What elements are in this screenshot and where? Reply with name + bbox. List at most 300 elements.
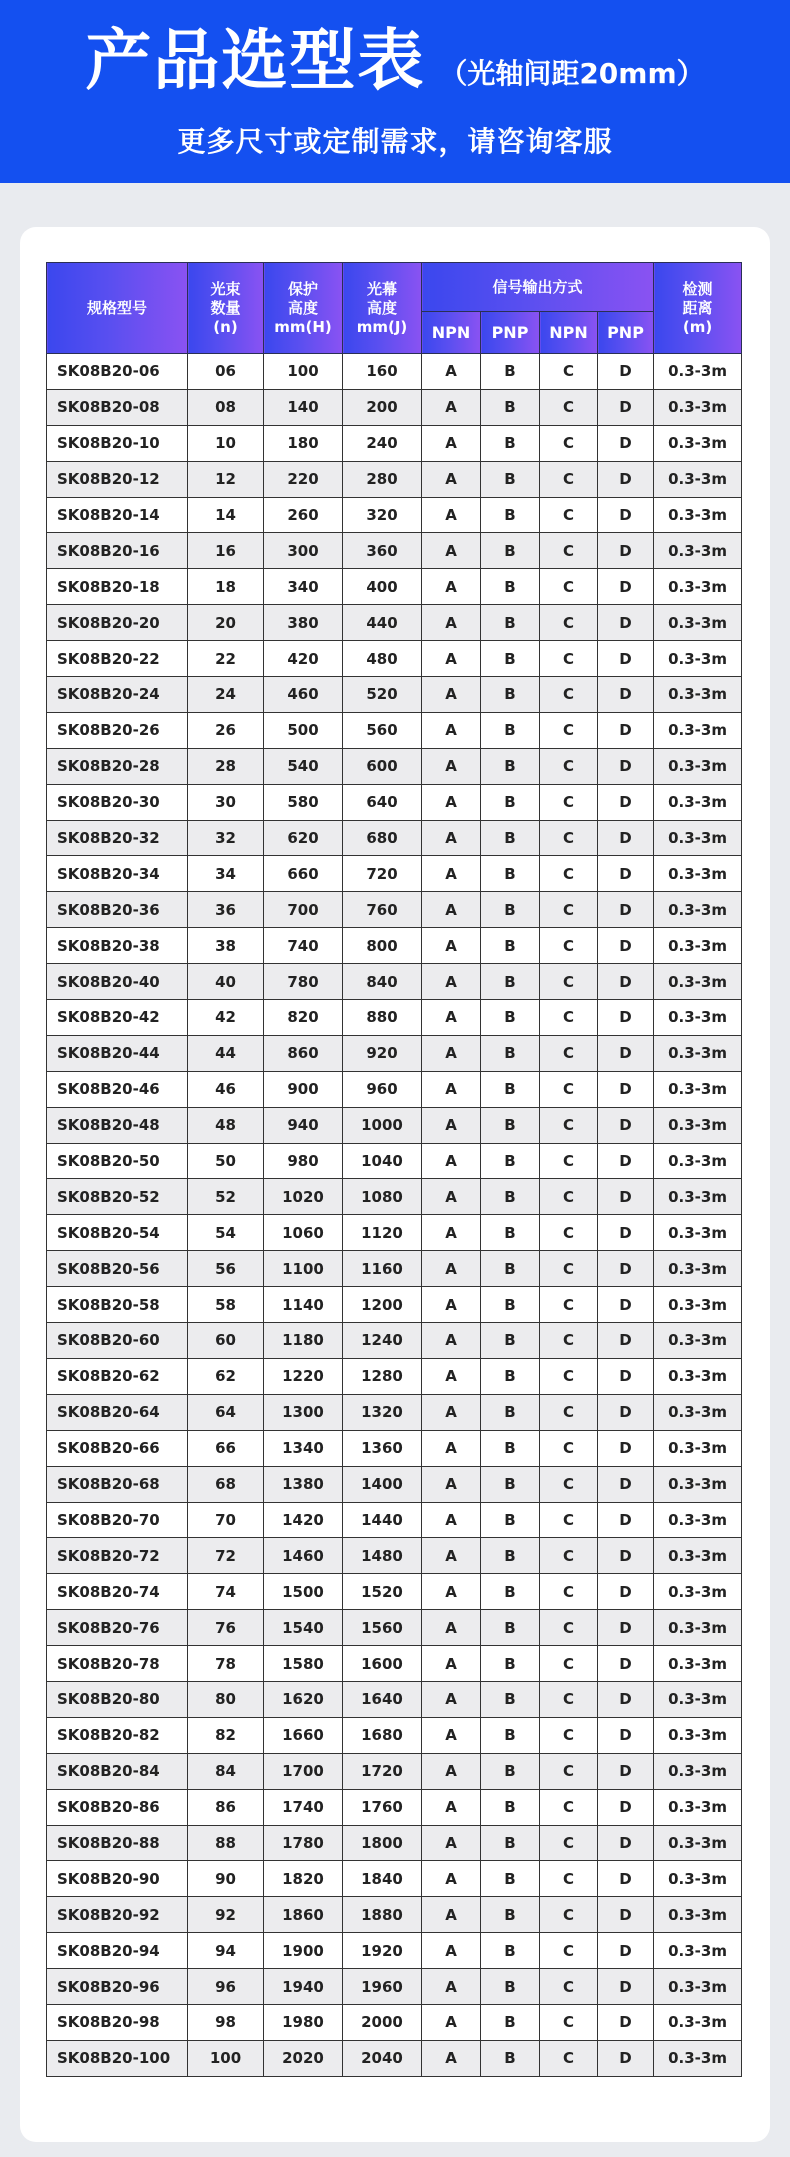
cell-range: 0.3-3m: [654, 1000, 742, 1036]
cell-signal-a: A: [422, 1646, 481, 1682]
table-row: [47, 354, 742, 390]
cell-model: SK08B20-84: [47, 1753, 188, 1789]
cell-beams: 46: [188, 1071, 264, 1107]
cell-beams: 36: [188, 892, 264, 928]
table-row: [47, 533, 742, 569]
cell-curtain-height: 1920: [343, 1933, 422, 1969]
cell-signal-a: A: [422, 1502, 481, 1538]
cell-curtain-height: 1800: [343, 1825, 422, 1861]
cell-signal-d: D: [598, 964, 654, 1000]
cell-model: SK08B20-18: [47, 569, 188, 605]
cell-model: SK08B20-14: [47, 497, 188, 533]
cell-signal-c: C: [540, 569, 598, 605]
cell-model: SK08B20-68: [47, 1466, 188, 1502]
cell-model: SK08B20-88: [47, 1825, 188, 1861]
cell-protect-height: 220: [264, 461, 343, 497]
cell-curtain-height: 1440: [343, 1502, 422, 1538]
cell-protect-height: 540: [264, 748, 343, 784]
table-row: [47, 1861, 742, 1897]
header-signal-npn-2: NPN: [540, 312, 598, 354]
cell-range: 0.3-3m: [654, 1179, 742, 1215]
cell-signal-a: A: [422, 1681, 481, 1717]
cell-protect-height: 1620: [264, 1681, 343, 1717]
cell-model: SK08B20-96: [47, 1969, 188, 2005]
cell-signal-a: A: [422, 1107, 481, 1143]
cell-curtain-height: 1960: [343, 1969, 422, 2005]
cell-signal-b: B: [481, 1681, 540, 1717]
cell-model: SK08B20-90: [47, 1861, 188, 1897]
cell-curtain-height: 280: [343, 461, 422, 497]
cell-signal-b: B: [481, 784, 540, 820]
cell-model: SK08B20-46: [47, 1071, 188, 1107]
cell-range: 0.3-3m: [654, 1574, 742, 1610]
cell-curtain-height: 2040: [343, 2040, 422, 2076]
cell-signal-a: A: [422, 533, 481, 569]
cell-signal-c: C: [540, 2040, 598, 2076]
cell-signal-b: B: [481, 1897, 540, 1933]
cell-protect-height: 700: [264, 892, 343, 928]
cell-protect-height: 660: [264, 856, 343, 892]
cell-signal-c: C: [540, 497, 598, 533]
cell-curtain-height: 1200: [343, 1287, 422, 1323]
cell-beams: 60: [188, 1323, 264, 1359]
cell-signal-c: C: [540, 1251, 598, 1287]
cell-protect-height: 1820: [264, 1861, 343, 1897]
cell-beams: 70: [188, 1502, 264, 1538]
cell-beams: 86: [188, 1789, 264, 1825]
cell-range: 0.3-3m: [654, 1287, 742, 1323]
cell-signal-d: D: [598, 1323, 654, 1359]
cell-range: 0.3-3m: [654, 1538, 742, 1574]
cell-signal-a: A: [422, 856, 481, 892]
cell-beams: 28: [188, 748, 264, 784]
cell-beams: 22: [188, 641, 264, 677]
title-line: [0, 22, 790, 99]
header-beams-line1: 光束: [210, 279, 241, 298]
cell-range: 0.3-3m: [654, 1035, 742, 1071]
header-model: 规格型号: [47, 263, 188, 354]
cell-model: SK08B20-30: [47, 784, 188, 820]
cell-signal-d: D: [598, 1215, 654, 1251]
cell-signal-d: D: [598, 1035, 654, 1071]
cell-signal-d: D: [598, 748, 654, 784]
table-row: [47, 1717, 742, 1753]
cell-signal-d: D: [598, 1789, 654, 1825]
cell-signal-b: B: [481, 677, 540, 713]
cell-signal-c: C: [540, 425, 598, 461]
table-row: [47, 748, 742, 784]
table-row: [47, 1000, 742, 1036]
cell-signal-b: B: [481, 1789, 540, 1825]
cell-protect-height: 1660: [264, 1717, 343, 1753]
cell-range: 0.3-3m: [654, 497, 742, 533]
cell-signal-d: D: [598, 820, 654, 856]
cell-protect-height: 1900: [264, 1933, 343, 1969]
cell-signal-b: B: [481, 748, 540, 784]
cell-signal-c: C: [540, 641, 598, 677]
cell-protect-height: 340: [264, 569, 343, 605]
cell-beams: 34: [188, 856, 264, 892]
cell-range: 0.3-3m: [654, 533, 742, 569]
table-row: [47, 964, 742, 1000]
cell-beams: 94: [188, 1933, 264, 1969]
cell-signal-b: B: [481, 641, 540, 677]
cell-signal-b: B: [481, 2040, 540, 2076]
cell-signal-b: B: [481, 389, 540, 425]
cell-signal-a: A: [422, 1215, 481, 1251]
cell-beams: 42: [188, 1000, 264, 1036]
header-range-line3: (m): [682, 317, 713, 336]
cell-signal-a: A: [422, 2004, 481, 2040]
cell-curtain-height: 800: [343, 928, 422, 964]
cell-protect-height: 180: [264, 425, 343, 461]
cell-signal-d: D: [598, 1897, 654, 1933]
cell-protect-height: 1140: [264, 1287, 343, 1323]
cell-model: SK08B20-66: [47, 1430, 188, 1466]
cell-signal-a: A: [422, 1933, 481, 1969]
cell-signal-c: C: [540, 1825, 598, 1861]
table-row: [47, 856, 742, 892]
cell-signal-d: D: [598, 1251, 654, 1287]
cell-curtain-height: 1520: [343, 1574, 422, 1610]
cell-signal-a: A: [422, 425, 481, 461]
cell-range: 0.3-3m: [654, 677, 742, 713]
cell-curtain-height: 1000: [343, 1107, 422, 1143]
cell-beams: 92: [188, 1897, 264, 1933]
cell-model: SK08B20-22: [47, 641, 188, 677]
cell-protect-height: 820: [264, 1000, 343, 1036]
cell-signal-b: B: [481, 1000, 540, 1036]
cell-signal-d: D: [598, 1287, 654, 1323]
cell-protect-height: 580: [264, 784, 343, 820]
cell-range: 0.3-3m: [654, 928, 742, 964]
cell-signal-b: B: [481, 928, 540, 964]
cell-beams: 62: [188, 1358, 264, 1394]
cell-signal-d: D: [598, 425, 654, 461]
cell-curtain-height: 760: [343, 892, 422, 928]
cell-signal-a: A: [422, 1287, 481, 1323]
cell-model: SK08B20-38: [47, 928, 188, 964]
cell-model: SK08B20-52: [47, 1179, 188, 1215]
table-header: [47, 263, 742, 354]
cell-curtain-height: 440: [343, 605, 422, 641]
cell-beams: 12: [188, 461, 264, 497]
cell-signal-a: A: [422, 641, 481, 677]
cell-range: 0.3-3m: [654, 784, 742, 820]
cell-curtain-height: 1120: [343, 1215, 422, 1251]
cell-signal-c: C: [540, 1753, 598, 1789]
cell-signal-d: D: [598, 1969, 654, 2005]
cell-range: 0.3-3m: [654, 892, 742, 928]
header-signal-pnp-1: PNP: [481, 312, 540, 354]
table-row: [47, 677, 742, 713]
cell-protect-height: 1740: [264, 1789, 343, 1825]
cell-signal-c: C: [540, 1610, 598, 1646]
cell-signal-a: A: [422, 1323, 481, 1359]
cell-signal-a: A: [422, 964, 481, 1000]
cell-range: 0.3-3m: [654, 1753, 742, 1789]
cell-range: 0.3-3m: [654, 1610, 742, 1646]
cell-protect-height: 1980: [264, 2004, 343, 2040]
cell-signal-c: C: [540, 677, 598, 713]
cell-signal-a: A: [422, 820, 481, 856]
cell-signal-a: A: [422, 497, 481, 533]
cell-signal-c: C: [540, 533, 598, 569]
cell-signal-a: A: [422, 1143, 481, 1179]
subtitle: 更多尺寸或定制需求，请咨询客服: [177, 125, 613, 158]
header-signal-pnp-2: PNP: [598, 312, 654, 354]
cell-curtain-height: 1160: [343, 1251, 422, 1287]
cell-curtain-height: 240: [343, 425, 422, 461]
cell-model: SK08B20-92: [47, 1897, 188, 1933]
header-beams-line3: (n): [213, 317, 238, 336]
cell-signal-c: C: [540, 1394, 598, 1430]
cell-model: SK08B20-44: [47, 1035, 188, 1071]
cell-signal-a: A: [422, 1574, 481, 1610]
cell-protect-height: 1780: [264, 1825, 343, 1861]
cell-signal-c: C: [540, 1717, 598, 1753]
cell-signal-b: B: [481, 1861, 540, 1897]
cell-signal-d: D: [598, 1681, 654, 1717]
cell-signal-c: C: [540, 1179, 598, 1215]
table-row: [47, 1251, 742, 1287]
cell-signal-b: B: [481, 1466, 540, 1502]
cell-curtain-height: 1720: [343, 1753, 422, 1789]
page-title: 产品选型表: [85, 22, 426, 99]
cell-beams: 68: [188, 1466, 264, 1502]
cell-signal-c: C: [540, 928, 598, 964]
cell-range: 0.3-3m: [654, 2004, 742, 2040]
cell-signal-b: B: [481, 497, 540, 533]
cell-model: SK08B20-10: [47, 425, 188, 461]
cell-signal-c: C: [540, 1215, 598, 1251]
table-row: [47, 461, 742, 497]
cell-signal-a: A: [422, 461, 481, 497]
cell-beams: 52: [188, 1179, 264, 1215]
cell-model: SK08B20-12: [47, 461, 188, 497]
cell-beams: 54: [188, 1215, 264, 1251]
cell-signal-b: B: [481, 1071, 540, 1107]
cell-signal-a: A: [422, 1000, 481, 1036]
cell-signal-b: B: [481, 1323, 540, 1359]
cell-curtain-height: 1040: [343, 1143, 422, 1179]
table-row: [47, 1143, 742, 1179]
cell-signal-c: C: [540, 1538, 598, 1574]
cell-protect-height: 980: [264, 1143, 343, 1179]
cell-signal-a: A: [422, 354, 481, 390]
cell-signal-c: C: [540, 461, 598, 497]
cell-signal-c: C: [540, 1502, 598, 1538]
table-row: [47, 1502, 742, 1538]
cell-beams: 84: [188, 1753, 264, 1789]
cell-model: SK08B20-98: [47, 2004, 188, 2040]
cell-curtain-height: 1680: [343, 1717, 422, 1753]
header-protect-line2: 高度: [287, 298, 318, 317]
cell-curtain-height: 920: [343, 1035, 422, 1071]
cell-signal-a: A: [422, 748, 481, 784]
cell-signal-d: D: [598, 1358, 654, 1394]
cell-protect-height: 940: [264, 1107, 343, 1143]
cell-signal-c: C: [540, 1969, 598, 2005]
cell-signal-c: C: [540, 1035, 598, 1071]
cell-signal-d: D: [598, 1646, 654, 1682]
cell-curtain-height: 840: [343, 964, 422, 1000]
header-signal-npn-1: NPN: [422, 312, 481, 354]
table-row: [47, 928, 742, 964]
cell-signal-a: A: [422, 1610, 481, 1646]
cell-model: SK08B20-58: [47, 1287, 188, 1323]
cell-signal-c: C: [540, 1071, 598, 1107]
cell-signal-b: B: [481, 1538, 540, 1574]
table-row: [47, 605, 742, 641]
cell-signal-c: C: [540, 1287, 598, 1323]
cell-range: 0.3-3m: [654, 425, 742, 461]
cell-model: SK08B20-50: [47, 1143, 188, 1179]
cell-signal-b: B: [481, 1610, 540, 1646]
cell-protect-height: 1100: [264, 1251, 343, 1287]
table-row: [47, 569, 742, 605]
cell-signal-d: D: [598, 533, 654, 569]
cell-signal-a: A: [422, 1897, 481, 1933]
cell-signal-c: C: [540, 1897, 598, 1933]
cell-signal-b: B: [481, 964, 540, 1000]
cell-signal-d: D: [598, 1753, 654, 1789]
cell-range: 0.3-3m: [654, 641, 742, 677]
cell-model: SK08B20-40: [47, 964, 188, 1000]
cell-signal-d: D: [598, 1000, 654, 1036]
header-beams: [188, 263, 264, 354]
cell-model: SK08B20-08: [47, 389, 188, 425]
cell-model: SK08B20-72: [47, 1538, 188, 1574]
cell-protect-height: 380: [264, 605, 343, 641]
cell-range: 0.3-3m: [654, 2040, 742, 2076]
cell-range: 0.3-3m: [654, 1933, 742, 1969]
cell-model: SK08B20-20: [47, 605, 188, 641]
cell-model: SK08B20-60: [47, 1323, 188, 1359]
cell-range: 0.3-3m: [654, 1323, 742, 1359]
cell-signal-c: C: [540, 1323, 598, 1359]
cell-signal-b: B: [481, 1358, 540, 1394]
cell-signal-c: C: [540, 389, 598, 425]
table-row: [47, 2004, 742, 2040]
cell-model: SK08B20-64: [47, 1394, 188, 1430]
cell-signal-b: B: [481, 1143, 540, 1179]
header-range: [654, 263, 742, 354]
cell-signal-a: A: [422, 892, 481, 928]
cell-beams: 82: [188, 1717, 264, 1753]
cell-protect-height: 2020: [264, 2040, 343, 2076]
title-note: （光轴间距20mm）: [439, 57, 705, 90]
cell-signal-b: B: [481, 820, 540, 856]
header-beams-line2: 数量: [210, 298, 241, 317]
cell-signal-d: D: [598, 1861, 654, 1897]
cell-range: 0.3-3m: [654, 748, 742, 784]
cell-protect-height: 1500: [264, 1574, 343, 1610]
cell-curtain-height: 360: [343, 533, 422, 569]
table-row: [47, 1933, 742, 1969]
cell-signal-d: D: [598, 784, 654, 820]
cell-range: 0.3-3m: [654, 1466, 742, 1502]
cell-signal-b: B: [481, 1717, 540, 1753]
cell-signal-b: B: [481, 354, 540, 390]
cell-range: 0.3-3m: [654, 1107, 742, 1143]
cell-signal-b: B: [481, 1394, 540, 1430]
cell-beams: 30: [188, 784, 264, 820]
cell-signal-c: C: [540, 1574, 598, 1610]
cell-signal-d: D: [598, 1071, 654, 1107]
cell-protect-height: 1540: [264, 1610, 343, 1646]
cell-signal-c: C: [540, 1861, 598, 1897]
cell-protect-height: 620: [264, 820, 343, 856]
cell-model: SK08B20-48: [47, 1107, 188, 1143]
cell-signal-d: D: [598, 605, 654, 641]
cell-model: SK08B20-36: [47, 892, 188, 928]
cell-beams: 76: [188, 1610, 264, 1646]
cell-range: 0.3-3m: [654, 354, 742, 390]
cell-curtain-height: 680: [343, 820, 422, 856]
cell-protect-height: 860: [264, 1035, 343, 1071]
cell-range: 0.3-3m: [654, 1143, 742, 1179]
cell-range: 0.3-3m: [654, 1717, 742, 1753]
cell-protect-height: 1860: [264, 1897, 343, 1933]
table-row: [47, 892, 742, 928]
cell-model: SK08B20-62: [47, 1358, 188, 1394]
table-body: [47, 354, 742, 2077]
selection-table: [46, 262, 742, 2077]
cell-signal-d: D: [598, 641, 654, 677]
table-row: [47, 1430, 742, 1466]
header-curtain-line3: mm(J): [356, 317, 408, 336]
cell-beams: 32: [188, 820, 264, 856]
cell-curtain-height: 1320: [343, 1394, 422, 1430]
cell-signal-d: D: [598, 461, 654, 497]
cell-beams: 80: [188, 1681, 264, 1717]
cell-signal-b: B: [481, 1502, 540, 1538]
cell-signal-d: D: [598, 354, 654, 390]
cell-protect-height: 1060: [264, 1215, 343, 1251]
cell-curtain-height: 1280: [343, 1358, 422, 1394]
cell-model: SK08B20-26: [47, 712, 188, 748]
cell-curtain-height: 480: [343, 641, 422, 677]
table-row: [47, 1753, 742, 1789]
cell-beams: 50: [188, 1143, 264, 1179]
cell-beams: 08: [188, 389, 264, 425]
cell-signal-d: D: [598, 1574, 654, 1610]
table-row: [47, 712, 742, 748]
cell-curtain-height: 520: [343, 677, 422, 713]
table-card: [20, 227, 770, 2142]
cell-curtain-height: 560: [343, 712, 422, 748]
cell-beams: 18: [188, 569, 264, 605]
cell-model: SK08B20-16: [47, 533, 188, 569]
cell-signal-c: C: [540, 1789, 598, 1825]
cell-signal-d: D: [598, 1502, 654, 1538]
cell-beams: 38: [188, 928, 264, 964]
table-row: [47, 425, 742, 461]
table-row: [47, 1466, 742, 1502]
header-protect-height: [264, 263, 343, 354]
cell-signal-a: A: [422, 677, 481, 713]
cell-signal-d: D: [598, 1717, 654, 1753]
cell-signal-a: A: [422, 1035, 481, 1071]
cell-signal-c: C: [540, 1646, 598, 1682]
cell-protect-height: 1340: [264, 1430, 343, 1466]
cell-range: 0.3-3m: [654, 1825, 742, 1861]
table-row: [47, 1825, 742, 1861]
cell-protect-height: 500: [264, 712, 343, 748]
cell-signal-c: C: [540, 856, 598, 892]
table-row: [47, 1107, 742, 1143]
